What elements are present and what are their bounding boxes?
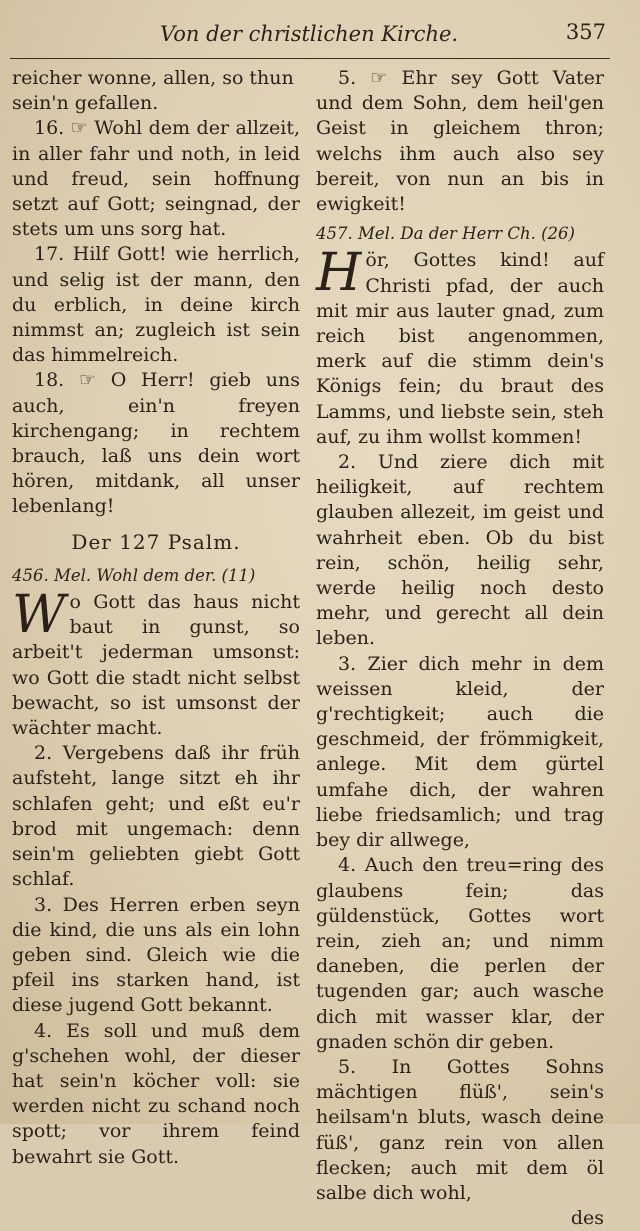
- hymn-457-verse-5: 5. In Gottes Sohns mächtigen flüß', sein's heilsam'n bluts, wasch deine füß', ganz rein von allen flecken; auch mit dem öl salbe dich wohl,: [316, 1055, 604, 1204]
- drop-cap: H: [316, 243, 362, 304]
- verse-text: o Gott das haus nicht baut in gunst, so arbeit't jederman umsonst: wo Gott die stadt nicht selbst bewacht, so ist umsonst der wächter macht.: [12, 591, 300, 740]
- header-rule: [10, 58, 610, 59]
- hymn-456-verse-2: 2. Vergebens daß ihr früh aufsteht, lange sitzt eh ihr schlafen geht; und eßt eu'r brod mit ungemach: denn sein'm geliebten giebt Gott schlaf.: [12, 742, 300, 891]
- hymn-456-verse-4: 4. Es soll und muß dem g'schehen wohl, der dieser hat sein'n köcher voll: sie werden nicht zu schand noch spott; vor ihrem feind bewahrt sie Gott.: [12, 1019, 300, 1168]
- verse-17: 17. Hilf Gott! wie herrlich, und selig ist der mann, den du erblich, in deine kirch nimmst an; zugleich ist sein das himmelreich.: [12, 243, 300, 367]
- page-number: 357: [565, 20, 606, 44]
- text-line: reicher wonne, allen, so thun: [12, 67, 294, 89]
- hymn-457-verse-4: 4. Auch den treu=ring des glaubens fein; das güldenstück, Gottes wort rein, zieh an; und nimm daneben, die perlen der tugenden gar; auch wasche dich mit wasser klar, der gnaden schön dir geben.: [316, 854, 604, 1053]
- right-column: [316, 66, 604, 1231]
- verse-18: 18. ☞ O Herr! gieb uns auch, ein'n freyen kirchengang; in rechtem brauch, laß uns dein wort hören, mitdank, all unser lebenlang!: [12, 369, 300, 518]
- left-column: [12, 66, 300, 1170]
- running-title: Von der christlichen Kirche.: [160, 22, 459, 46]
- verse-16: 16. ☞ Wohl dem der allzeit, in aller fahr und noth, in leid und freud, sein hoffnung setzt auf Gott; seingnad, der stets um uns sorg hat.: [12, 117, 300, 241]
- hymn-457-verse-1: [316, 243, 604, 450]
- text-line: sein'n gefallen.: [12, 92, 159, 115]
- drop-cap: W: [12, 585, 66, 646]
- hymn-457-melody: 457. Mel. Da der Herr Ch. (26): [316, 224, 575, 244]
- hymn-457-verse-2: 2. Und ziere dich mit heiligkeit, auf rechtem glauben allezeit, im geist und wahrheit eben. Ob du bist rein, schön, heilig sehr, werde heilig noch desto mehr, und gerecht all dein leben.: [316, 451, 604, 650]
- catchword: des: [570, 1207, 604, 1230]
- verse-text: ör, Gottes kind! auf Christi pfad, der auch mit mir aus lauter gnad, zum reich bist angenommen, merk auf die stimm dein's Königs fein; du braut des Lamms, und liebste sein, steh auf, zu ihm wollst kommen!: [316, 249, 604, 448]
- psalm-heading: Der 127 Psalm.: [71, 529, 241, 554]
- page-header: [0, 20, 640, 54]
- hymn-456-melody: 456. Mel. Wohl dem der. (11): [12, 565, 256, 585]
- hymn-457-verse-3: 3. Zier dich mehr in dem weissen kleid, der g'rechtigkeit; auch die geschmeid, der frömmigkeit, anlege. Mit dem gürtel umfahe dich, der wahren liebe friedsamlich; und trag bey dir allwege,: [316, 652, 604, 852]
- hymn-456-verse-1: [12, 585, 300, 741]
- hymn-456-verse-3: 3. Des Herren erben seyn die kind, die uns als ein lohn geben sind. Gleich wie die pfeil ins starken hand, ist diese jugend Gott bekannt.: [12, 893, 300, 1017]
- verse-5: 5. ☞ Ehr sey Gott Vater und dem Sohn, dem heil'gen Geist in gleichem thron; welchs ihm auch also sey bereit, von nun an bis in ewigkeit!: [316, 67, 604, 216]
